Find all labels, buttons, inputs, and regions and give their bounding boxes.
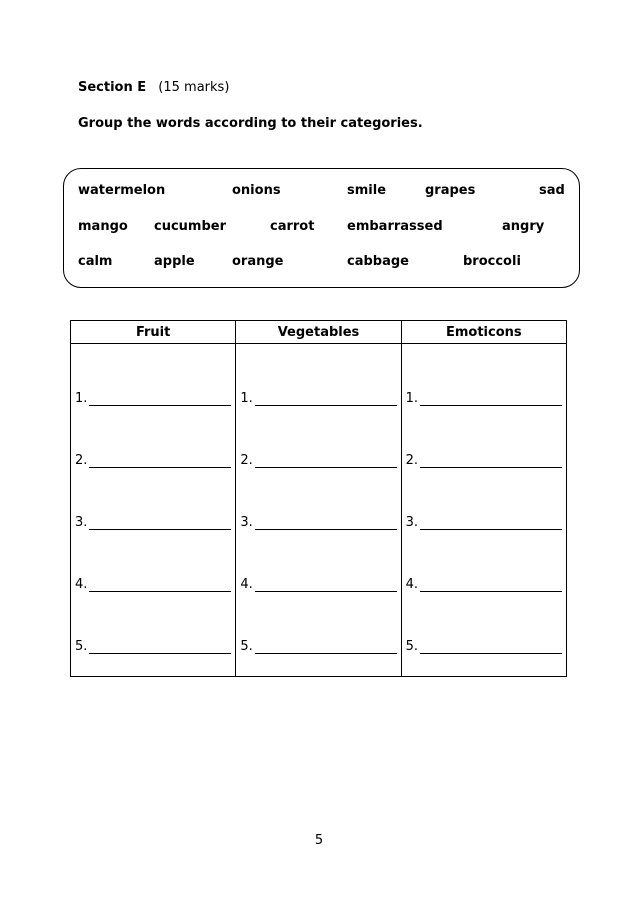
answer-line[interactable]: [75, 574, 231, 592]
answer-blank[interactable]: [255, 515, 397, 530]
answer-list: [240, 388, 396, 654]
answer-blank[interactable]: [420, 639, 562, 654]
answer-line[interactable]: [406, 450, 562, 468]
page-number: 5: [314, 833, 324, 848]
section-heading: [78, 80, 229, 95]
table-header-row: [71, 321, 567, 344]
answer-line[interactable]: [406, 574, 562, 592]
answer-blank[interactable]: [255, 391, 397, 406]
answer-number: 4.: [405, 577, 419, 592]
word-bank-word: smile: [347, 183, 387, 198]
answer-line[interactable]: [75, 388, 231, 406]
answer-number: 1.: [240, 391, 253, 406]
answer-blank[interactable]: [420, 577, 562, 592]
answer-blank[interactable]: [89, 577, 231, 592]
answer-number: 3.: [240, 515, 253, 530]
answer-line[interactable]: [406, 512, 562, 530]
answer-number: 5.: [75, 639, 88, 654]
answer-line[interactable]: [75, 636, 231, 654]
vegetables-column: [236, 344, 401, 677]
answer-number: 1.: [405, 391, 419, 406]
answer-blank[interactable]: [89, 391, 231, 406]
word-bank-word: orange: [232, 254, 284, 269]
word-bank-box: [63, 168, 580, 288]
word-bank-word: sad: [539, 183, 565, 198]
answer-line[interactable]: [75, 450, 231, 468]
answer-blank[interactable]: [89, 639, 231, 654]
answer-line[interactable]: [240, 574, 396, 592]
answer-list: [75, 388, 231, 654]
answer-line[interactable]: [240, 450, 396, 468]
answer-number: 4.: [75, 577, 88, 592]
word-bank-word: mango: [78, 219, 128, 234]
instruction-text: Group the words according to their categories.: [78, 116, 423, 131]
word-bank-word: embarrassed: [347, 219, 443, 234]
table-row: [71, 344, 567, 677]
word-bank-word: grapes: [425, 183, 476, 198]
column-header-emoticons: Emoticons: [401, 321, 566, 344]
answer-blank[interactable]: [420, 391, 562, 406]
word-bank-word: cabbage: [347, 254, 409, 269]
answer-line[interactable]: [240, 512, 396, 530]
answer-blank[interactable]: [420, 453, 562, 468]
answer-blank[interactable]: [255, 453, 397, 468]
answer-number: 3.: [75, 515, 88, 530]
answer-blank[interactable]: [255, 577, 397, 592]
answer-number: 2.: [75, 453, 88, 468]
answer-number: 5.: [240, 639, 253, 654]
word-bank-word: watermelon: [78, 183, 166, 198]
column-header-vegetables: Vegetables: [236, 321, 401, 344]
answer-number: 5.: [405, 639, 419, 654]
answer-line[interactable]: [75, 512, 231, 530]
answer-number: 1.: [75, 391, 88, 406]
section-label: Section E: [78, 80, 147, 95]
answer-line[interactable]: [406, 636, 562, 654]
answer-line[interactable]: [240, 636, 396, 654]
answer-list: [406, 388, 562, 654]
word-bank-word: carrot: [270, 219, 315, 234]
word-bank-word: angry: [502, 219, 545, 234]
answer-blank[interactable]: [255, 639, 397, 654]
answer-line[interactable]: [406, 388, 562, 406]
answer-number: 2.: [240, 453, 253, 468]
word-bank-word: onions: [232, 183, 281, 198]
word-bank-word: cucumber: [154, 219, 227, 234]
answer-number: 2.: [405, 453, 419, 468]
category-table: [70, 320, 567, 677]
answer-number: 3.: [405, 515, 419, 530]
answer-blank[interactable]: [89, 453, 231, 468]
word-bank-word: broccoli: [463, 254, 521, 269]
column-header-fruit: Fruit: [71, 321, 236, 344]
answer-line[interactable]: [240, 388, 396, 406]
answer-number: 4.: [240, 577, 253, 592]
word-bank-word: apple: [154, 254, 195, 269]
fruit-column: [71, 344, 236, 677]
word-bank-word: calm: [78, 254, 113, 269]
answer-blank[interactable]: [89, 515, 231, 530]
answer-blank[interactable]: [420, 515, 562, 530]
section-marks: (15 marks): [158, 80, 230, 95]
emoticons-column: [401, 344, 566, 677]
